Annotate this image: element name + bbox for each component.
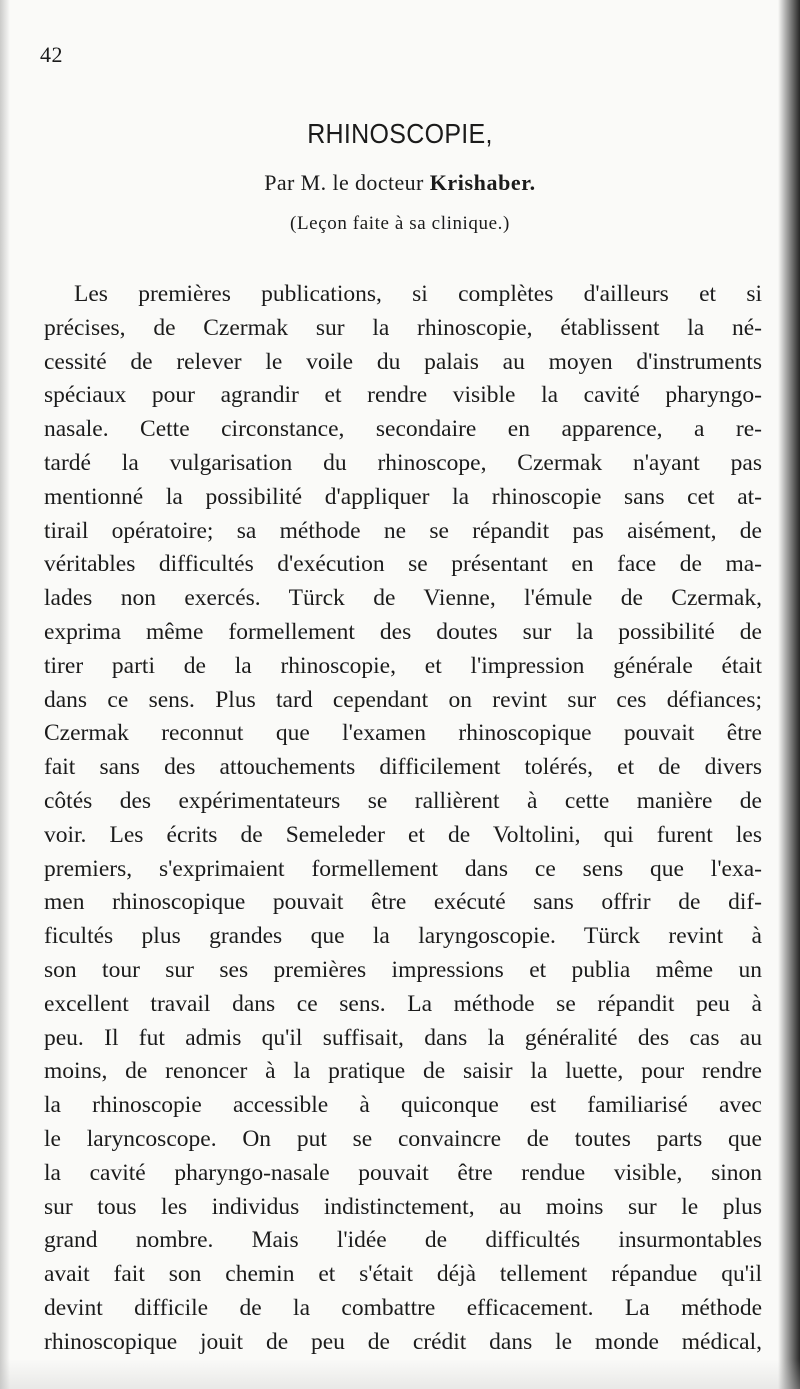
text-line: le laryncoscope. On put se convaincre de toutes parts que (44, 1125, 762, 1152)
article-subtitle: (Leçon faite à sa clinique.) (290, 213, 510, 234)
text-line: voir. Les écrits de Semeleder et de Voltolini, qui furent les (44, 821, 762, 848)
text-line: précises, de Czermak sur la rhinoscopie, établissent la né- (44, 314, 762, 341)
byline-author: Krishaber. (429, 170, 536, 195)
text-line: avait fait son chemin et s'était déjà tellement répandue qu'il (44, 1261, 762, 1288)
scan-edge-bottom (0, 1359, 800, 1389)
page-number: 42 (40, 42, 63, 67)
text-line: moins, de renoncer à la pratique de saisir la luette, pour rendre (44, 1058, 762, 1085)
text-line: exprima même formellement des doutes sur la possibilité de (44, 618, 762, 645)
text-line: tardé la vulgarisation du rhinoscope, Czermak n'ayant pas (44, 449, 762, 476)
article-title: RHINOSCOPIE, (307, 118, 493, 150)
text-line: lades non exercés. Türck de Vienne, l'émule de Czermak, (44, 585, 762, 612)
text-line: véritables difficultés d'exécution se présentant en face de ma- (44, 551, 762, 578)
text-line: sur tous les individus indistinctement, au moins sur le plus (44, 1193, 762, 1220)
scan-edge-left (0, 0, 10, 1389)
text-line: premiers, s'exprimaient formellement dans ce sens que l'exa- (44, 855, 762, 882)
text-line: la rhinoscopie accessible à quiconque est familiarisé avec (44, 1092, 762, 1119)
text-line: fait sans des attouchements difficilement tolérés, et de divers (44, 754, 762, 781)
text-line: mentionné la possibilité d'appliquer la rhinoscopie sans cet at- (44, 483, 762, 510)
text-line: cessité de relever le voile du palais au moyen d'instruments (44, 348, 762, 375)
text-line: spéciaux pour agrandir et rendre visible la cavité pharyngo- (44, 382, 762, 409)
text-line: la cavité pharyngo-nasale pouvait être rendue visible, sinon (44, 1159, 762, 1186)
byline (0, 170, 800, 196)
text-line: excellent travail dans ce sens. La méthode se répandit peu à (44, 990, 762, 1017)
body-text (44, 278, 762, 1360)
text-line: nasale. Cette circonstance, secondaire en apparence, a re- (44, 416, 762, 443)
text-line: men rhinoscopique pouvait être exécuté sans offrir de dif- (44, 889, 762, 916)
text-line: ficultés plus grandes que la laryngoscopie. Türck revint à (44, 923, 762, 950)
text-line: côtés des expérimentateurs se rallièrent à cette manière de (44, 787, 762, 814)
text-line: tirail opératoire; sa méthode ne se répandit pas aisément, de (44, 517, 762, 544)
text-line: son tour sur ses premières impressions et publia même un (44, 956, 762, 983)
text-line: tirer parti de la rhinoscopie, et l'impression générale était (44, 652, 762, 679)
text-line: rhinoscopique jouit de peu de crédit dans le monde médical, (44, 1328, 762, 1355)
text-line: Les premières publications, si complètes d'ailleurs et si (74, 281, 762, 307)
text-line: Czermak reconnut que l'examen rhinoscopique pouvait être (44, 720, 762, 747)
text-line: devint difficile de la combattre efficacement. La méthode (44, 1294, 762, 1321)
byline-prefix: Par M. le docteur (264, 170, 424, 195)
text-line: grand nombre. Mais l'idée de difficultés insurmontables (44, 1227, 762, 1254)
scan-edge-right (778, 0, 800, 1389)
text-line: dans ce sens. Plus tard cependant on revint sur ces défiances; (44, 686, 762, 713)
text-line: peu. Il fut admis qu'il suffisait, dans la généralité des cas au (44, 1024, 762, 1051)
